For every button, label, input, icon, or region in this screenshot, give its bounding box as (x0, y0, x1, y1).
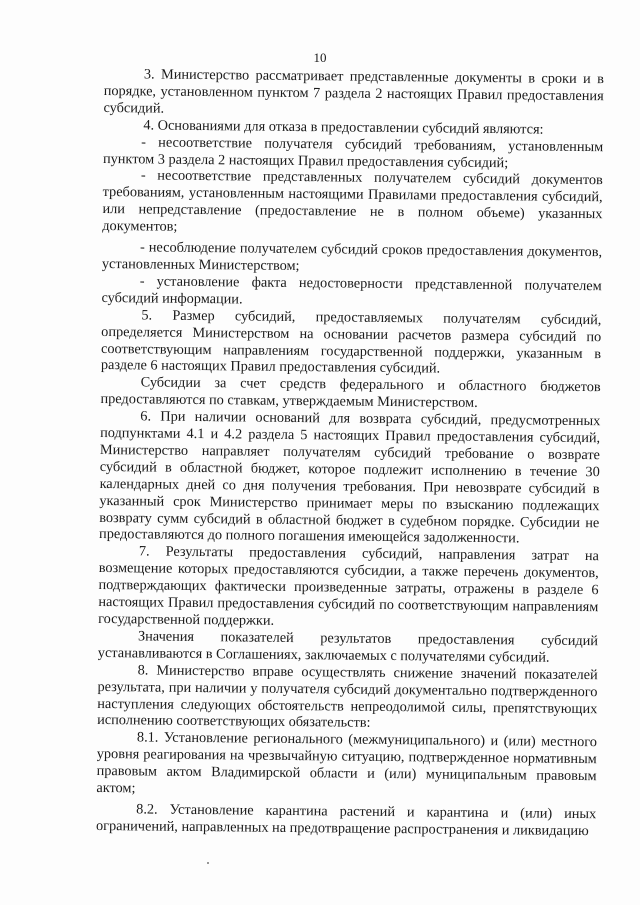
paragraph-6: 6. При наличии оснований для возврата субсидий, предусмотренных подпунктами 4.1 и 4.2 раздела 5 настоящих Правил предоставления субсидий, Министерство направляет получателям субсидий требование о возврате субсидий в областной бюджет, которое подлежит исполнению в течение 30 календарных дней со дня получения требования. При невозврате субсидий в указанный срок Министерство принимает меры по взысканию подлежащих возврату сумм субсидий в областной бюджет в судебном порядке. Субсидии не предоставляются до полного погашения имеющейся задолженности. (99, 408, 601, 547)
paragraph-8-1: 8.1. Установление регионального (межмуниципального) и (или) местного уровня реагирования на чрезвычайную ситуацию, подтвержденное нормативным правовым актом Владимирской области и (или) муниципальным правовым актом; (96, 729, 598, 797)
paragraph-4-item-1: - несоответствие получателя субсидий требованиям, установленным пунктом 3 раздела 2 настоящих Правил предоставления субсидий; (102, 134, 604, 171)
page-number: 10 (313, 50, 327, 65)
paragraph-4-item-3: - несоблюдение получателем субсидий сроков предоставления документов, установленных Министерством; (101, 239, 603, 275)
paragraph-7: 7. Результаты предоставления субсидий, направления затрат на возмещение которых предоставляются субсидии, а также перечень документов, подтверждающих фактически произведенные затраты, отражены в разделе 6 настоящих Правил предоставления субсидий по соответствующим направлениям государственной поддержки. (98, 543, 599, 629)
paragraph-5: 5. Размер субсидий, предоставляемых получателям субсидий, определяется Министерством на основании расчетов размера субсидий по соответствующим направлениям государственной поддержки, указанным в разделе 6 настоящих Правил предоставления субсидий. (100, 307, 602, 377)
paragraph-4: 4. Основаниями для отказа в предоставлении субсидий являются: (143, 117, 544, 138)
paragraph-4-item-2: - несоответствие представленных получателем субсидий документов требованиям, установленным настоящими Правилами предоставления субсидий, или непредставление (предоставление не в полном объеме) указанных документов; (102, 167, 603, 235)
paragraph-4-item-4: - установление факта недостоверности представленной получателем субсидий информации. (101, 273, 602, 308)
paragraph-7-indicators: Значения показателей результатов предоставления субсидий устанавливаются в Соглашениях, заключаемых с получателями субсидий. (97, 628, 599, 666)
paragraph-8: 8. Министерство вправе осуществлять снижение значений показателей результата, при наличии у получателя субсидий документально подтвержденного наступления следующих обстоятельств непреодолимой силы, препятствующих исполнению соответствующих обязательств: (97, 662, 598, 732)
document-body (96, 66, 604, 840)
paragraph-5-rates: Субсидии за счет средств федерального и областного бюджетов предоставляются по ставкам, утверждаемым Министерством. (100, 374, 601, 412)
paragraph-3: 3. Министерство рассматривает представленные документы в сроки и в порядке, установленном пунктом 7 раздела 2 настоящих Правил предоставления субсидий. (103, 66, 604, 117)
scan-speck (207, 862, 209, 864)
paragraph-8-2: 8.2. Установление карантина растений и карантина и (или) иных ограничений, направленных на предотвращение распространения и ликвидацию (95, 801, 597, 839)
